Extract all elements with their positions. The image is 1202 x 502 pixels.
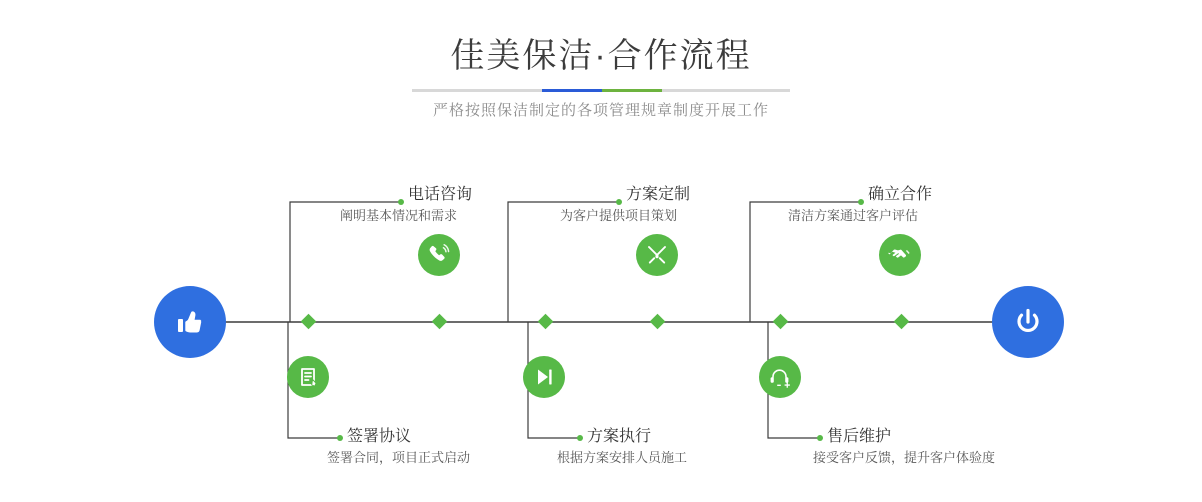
contract-pen-icon bbox=[296, 365, 320, 389]
leader-dot-step-5 bbox=[858, 199, 864, 205]
divider-segment-green bbox=[602, 89, 662, 92]
headset-add-icon bbox=[768, 365, 792, 389]
power-icon bbox=[1008, 302, 1048, 342]
divider-segment-grey-left bbox=[412, 89, 542, 92]
step-icon-4 bbox=[523, 356, 565, 398]
phone-ring-icon bbox=[427, 243, 451, 267]
title-divider bbox=[412, 89, 790, 92]
thumbs-up-icon bbox=[170, 302, 210, 342]
step-title-5: 确立合作 bbox=[868, 186, 933, 203]
timeline-start-thumbs-up bbox=[154, 286, 226, 358]
step-icon-1 bbox=[418, 234, 460, 276]
leader-dot-step-1 bbox=[398, 199, 404, 205]
process-timeline bbox=[0, 150, 1202, 502]
step-label-6 bbox=[813, 426, 996, 468]
step-label-4 bbox=[557, 426, 688, 468]
step-desc-1: 阐明基本情况和需求 bbox=[340, 208, 458, 223]
step-title-4: 方案执行 bbox=[587, 428, 652, 445]
step-label-5 bbox=[788, 184, 933, 226]
leader-dot-step-4 bbox=[577, 435, 583, 441]
leader-dot-step-3 bbox=[616, 199, 622, 205]
step-title-3: 方案定制 bbox=[626, 186, 691, 203]
step-label-2 bbox=[327, 426, 471, 468]
step-icon-3 bbox=[636, 234, 678, 276]
step-desc-5: 清洁方案通过客户评估 bbox=[788, 208, 919, 223]
divider-segment-blue bbox=[542, 89, 602, 92]
step-desc-2: 签署合同，项目正式启动 bbox=[327, 450, 471, 465]
step-title-6: 售后维护 bbox=[827, 428, 892, 445]
step-desc-6: 接受客户反馈，提升客户体验度 bbox=[813, 450, 996, 465]
step-icon-6 bbox=[759, 356, 801, 398]
step-title-1: 电话咨询 bbox=[408, 186, 473, 203]
handshake-icon bbox=[888, 243, 912, 267]
step-title-2: 签署协议 bbox=[347, 428, 412, 445]
step-label-3 bbox=[560, 184, 691, 226]
leader-dot-step-6 bbox=[817, 435, 823, 441]
step-desc-4: 根据方案安排人员施工 bbox=[557, 450, 688, 465]
play-next-icon bbox=[532, 365, 556, 389]
step-icon-5 bbox=[879, 234, 921, 276]
step-icon-2 bbox=[287, 356, 329, 398]
step-label-1 bbox=[340, 184, 473, 226]
timeline-end-power bbox=[992, 286, 1064, 358]
page-title: 佳美保洁·合作流程 bbox=[450, 37, 752, 75]
tools-icon bbox=[645, 243, 669, 267]
page-subtitle: 严格按照保洁制定的各项管理规章制度开展工作 bbox=[432, 102, 769, 119]
divider-segment-grey-right bbox=[662, 89, 790, 92]
step-desc-3: 为客户提供项目策划 bbox=[560, 208, 678, 223]
leader-dot-step-2 bbox=[337, 435, 343, 441]
page-header bbox=[0, 34, 1202, 122]
